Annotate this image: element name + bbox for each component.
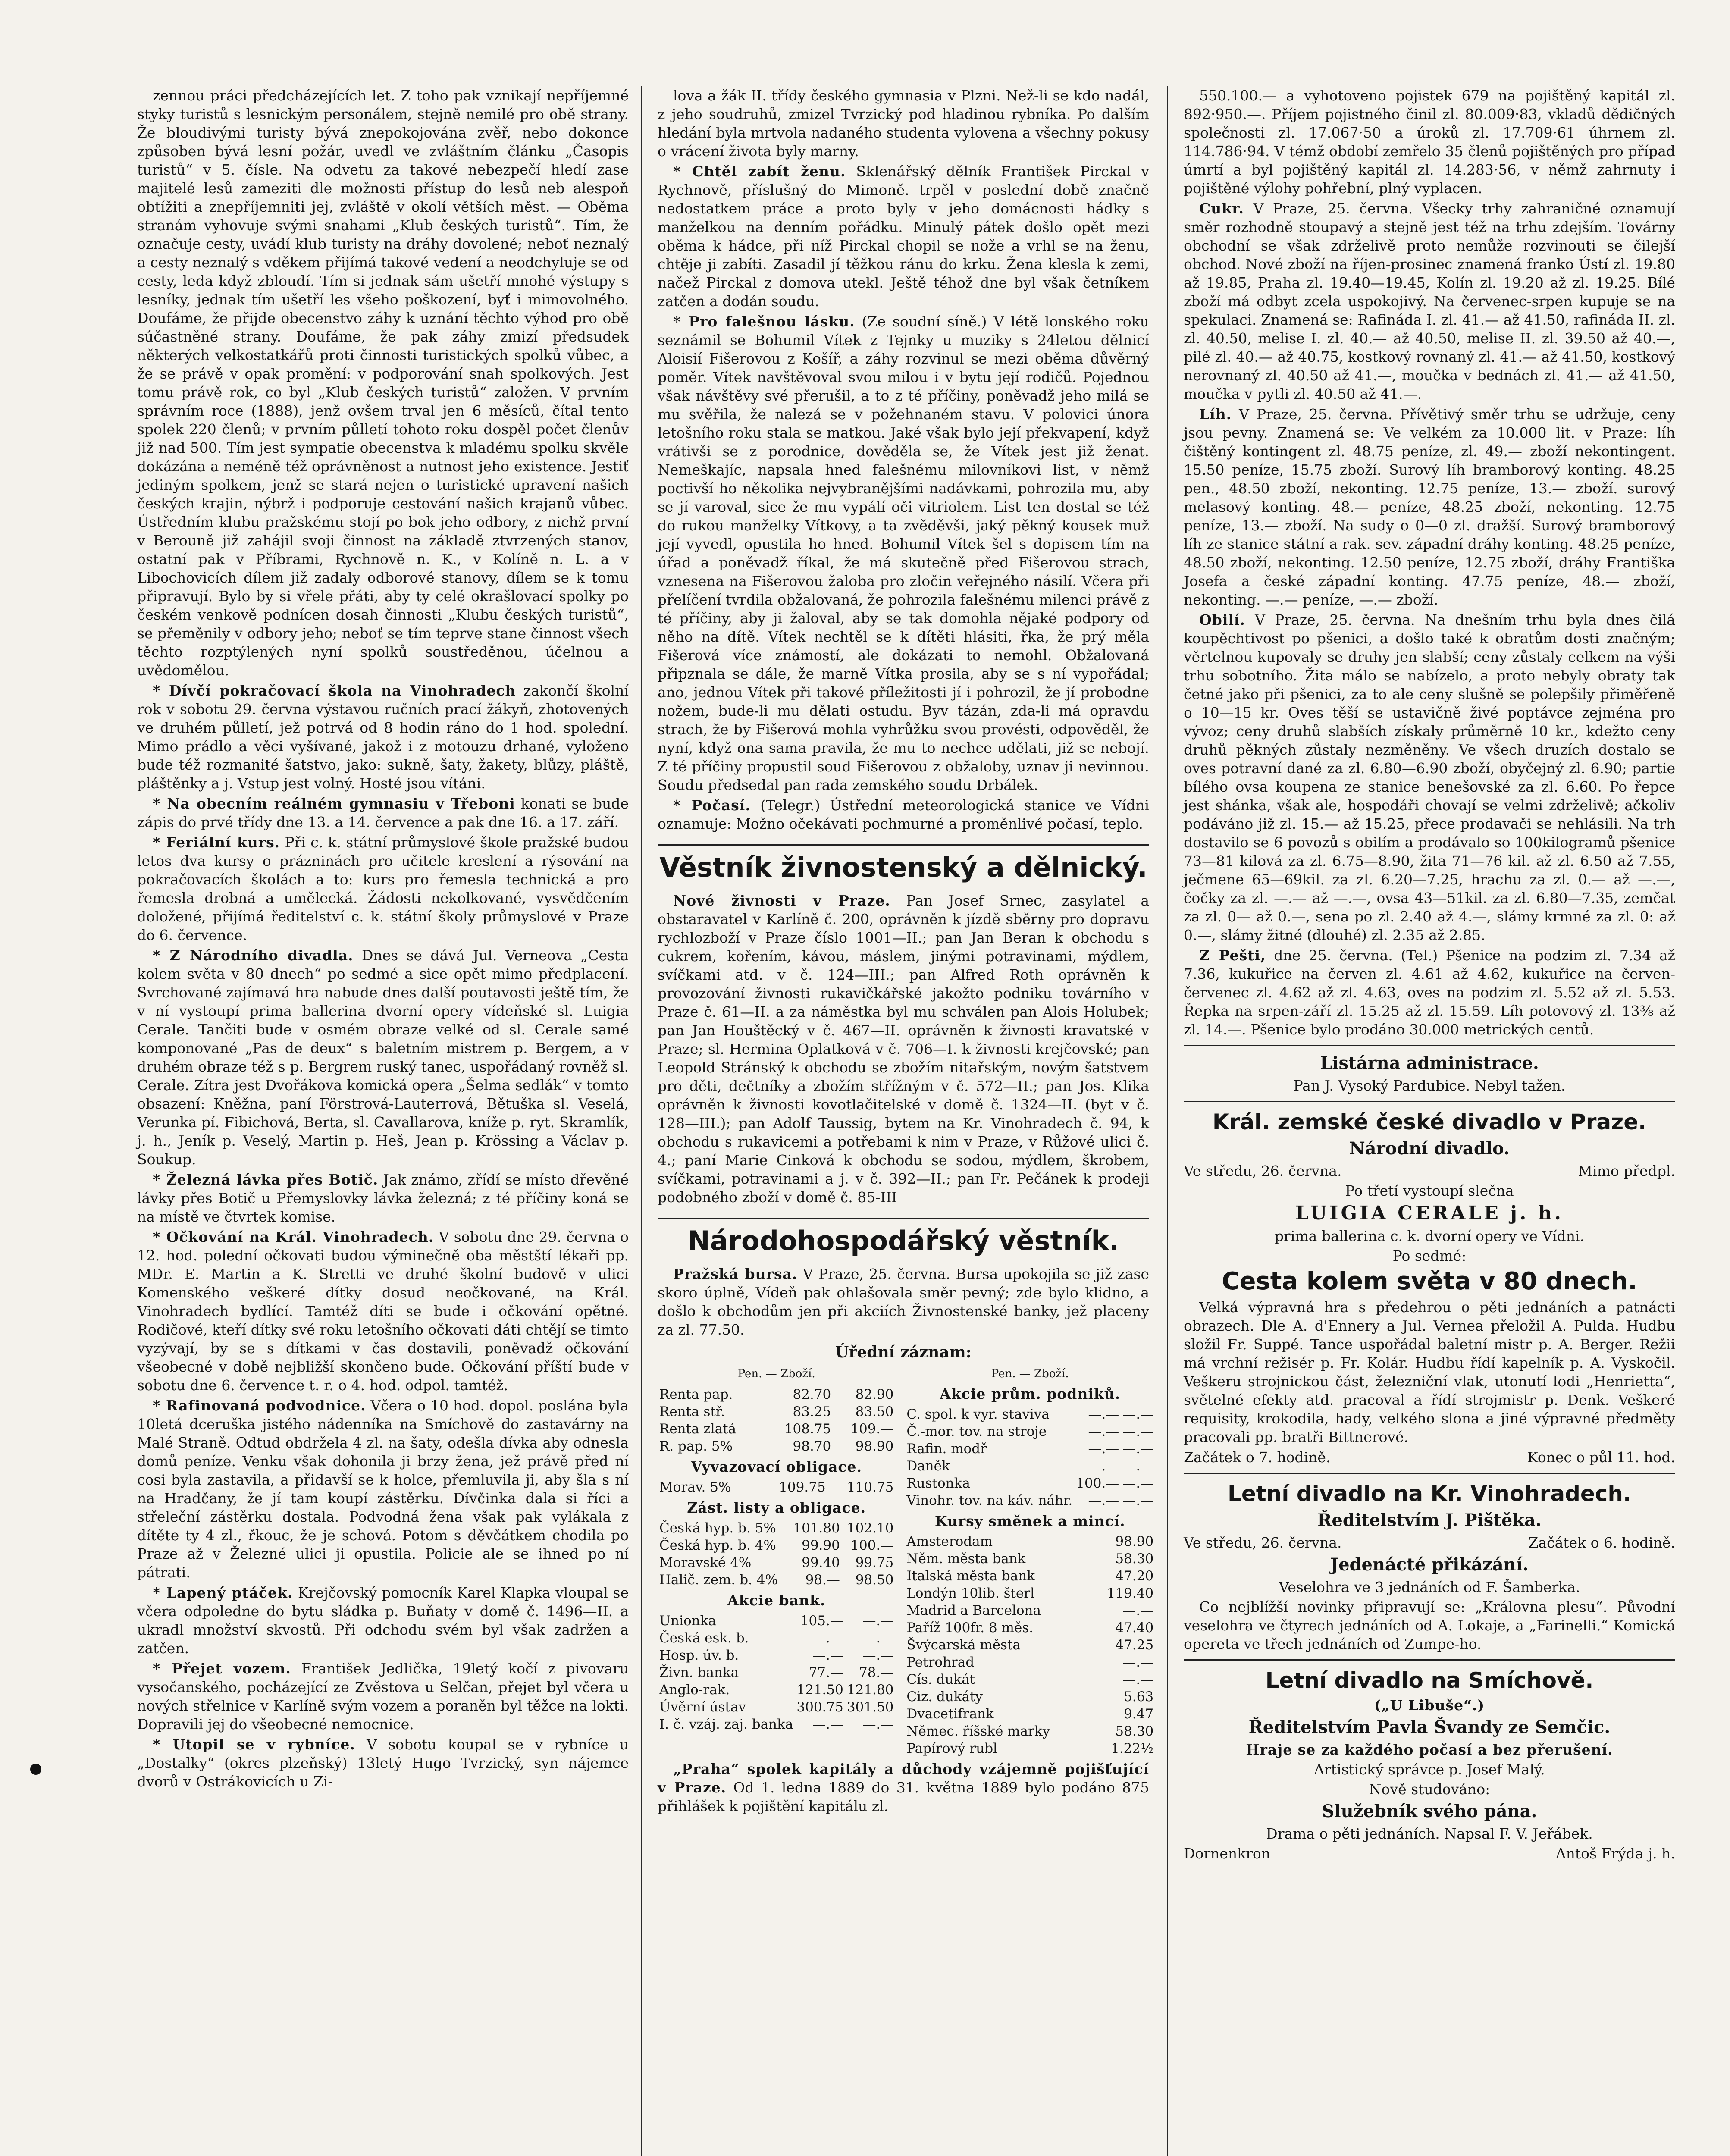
theatre-line: Po sedmé: <box>1392 1247 1467 1264</box>
article-ferial-course <box>137 833 629 944</box>
article-drowned <box>137 1735 629 1791</box>
article-run-over <box>137 1659 629 1733</box>
theatre-national-sub: Národní divadlo. <box>1349 1138 1510 1159</box>
article-national-theatre <box>137 946 629 1169</box>
quote-value: 105.— <box>800 1613 843 1629</box>
quote-value: 83.50 <box>855 1404 894 1420</box>
quote-value: 1.22½ <box>1111 1741 1154 1756</box>
article-caught-thief <box>137 1583 629 1658</box>
quote-name: Česká hyp. b. 5% <box>659 1520 776 1536</box>
headline: * Na obecním reálném gymnasiu v Třeboni <box>153 795 515 812</box>
quotes-table-exchange <box>905 1533 1155 1757</box>
quote-value: 98.— <box>805 1572 840 1588</box>
article-weather <box>658 796 1149 833</box>
quote-name: Dvacetifrank <box>906 1706 994 1722</box>
article-trebon-gymnasium <box>137 794 629 831</box>
quotes-heading: Úřední záznam: <box>835 1343 972 1361</box>
table-row <box>658 1537 895 1554</box>
quote-value: 58.30 <box>1115 1724 1154 1739</box>
table-row <box>658 1681 895 1698</box>
headline: * Počasí. <box>673 797 751 814</box>
quote-value: —.— <box>1122 1476 1154 1491</box>
quote-name: Vinohr. tov. na káv. náhr. <box>906 1493 1073 1508</box>
theatre-smichov-title: Letní divadlo na Smíchově. <box>1265 1668 1594 1693</box>
quotes-col-header: Pen. — Zboží. <box>737 1367 815 1380</box>
market-spirits <box>1184 405 1675 609</box>
quote-value: 119.40 <box>1106 1586 1154 1601</box>
quote-value: 98.50 <box>855 1572 894 1588</box>
article-text: V létě lonského roku seznámil se Bohumil Vítek z Tejnky u muziky s 24letou dělnicí Aloisií Fišerovou z Košíř, a záhy rozvinul se mezi oběma důvěrný poměr. Vítek navštěvoval svou milou i v bytu její rodičů. Pojednou však návštěvy své přerušil, a to z té příčiny, poněvadž jeho milá se mu svěřila, že nalezá se v požehnaném stavu. V polovici února letošního roku stala se matkou. Jaké však bylo její překvapení, když vrátivši se z porodnice, dověděla se, že Vítek jest již ženat. Nemeškajíc, napsala hned falešnému milovníkovi list, v němž poctivší ho několika nejvybranějšími nadávkami, pohrozila mu, aby se jí varoval, sice že mu vypálí oči vitriolem. List ten dostal se též do rukou manželky Vítkovy, a ta zvěděvši, jaký pěkný kousek muž její vyvedl, opustila ho hned. Bohumil Vítek šel s dopisem tím na úřad a poněvadž říkal, že má skutečně před Fišerovou strach, vznesena na Fišerovou žaloba pro zločin veřejného násilí. Včera při přelíčení tvrdila obžalovaná, že pohrozila falešnému milenci právě z té příčiny, aby ji žaloval, aby se tak domohla nějaké podpory od něho na dítě. Vítek nechtěl se k dítěti hlásiti, řka, že prý měla Fišerová více známostí, ale dokázati to nemohl. Obžalovaná připznala se dále, že marně Vítka prosila, aby se s ní vypořádal; ano, jednou Vítek při takové příležitosti jí i pohrozil, že jí probodne nožem, bude-li mu dělati ostudu. Byv tázán, zda-li má opravdu strach, že by Fišerová mohla vyhrůžku svou provésti, odpověděl, že nyní, když ona sama pravila, že mu to nechce udělati, již se nebojí. Z té příčiny propustil soud Fišerovou z obžaloby, uznav ji nevinnou. Soudu předsedal pan rada zemského soudu Drbálek. <box>658 313 1149 793</box>
quotes-subheading: Vyvazovací obligace. <box>691 1458 862 1475</box>
article-drowned-cont: lova a žák II. třídy českého gymnasia v Plzni. Než-li se kdo nadál, z jeho soudruhů, zmizel Tvrzický pod hladinou rybníka. Po dalším hledání byla mrtvola nadaného studenta vylovena a všechny pokusy o vrácení života byly marny. <box>658 87 1149 160</box>
theatre-smichov-desc: Drama o pěti jednáních. Napsal F. V. Jeřábek. <box>1266 1825 1593 1842</box>
table-row <box>905 1654 1155 1671</box>
quote-value: —.— <box>1122 1603 1154 1618</box>
quote-name: Švýcarská města <box>906 1637 1021 1653</box>
quote-name: Živn. banka <box>659 1665 739 1680</box>
quote-name: R. pap. 5% <box>659 1438 733 1454</box>
quotes-subheading: Akcie prům. podniků. <box>940 1385 1121 1402</box>
quote-name: Ciz. dukáty <box>906 1689 983 1705</box>
quote-value: —.— <box>1122 1441 1154 1457</box>
market-grain <box>1184 611 1675 944</box>
quote-value: 58.30 <box>1115 1551 1154 1567</box>
table-row <box>658 1420 895 1438</box>
theatre-vinohrady-news: Co nejblížší novinky připravují se: „Královna plesu“. Původní veselohra ve čtyrech jednáních od A. Lokaje, a „Farinelli.“ Komická opereta ve třech jednáních od Zumpe-ho. <box>1184 1598 1675 1652</box>
headline: * Očkování na Král. Vinohradech. <box>153 1228 434 1245</box>
table-row <box>658 1647 895 1664</box>
quote-name: Renta stř. <box>659 1404 725 1420</box>
quotes-columns <box>658 1363 1154 1760</box>
quote-value: 78.— <box>859 1665 894 1680</box>
table-row <box>905 1585 1155 1602</box>
table-row <box>905 1723 1155 1740</box>
quotes-table-mortgage <box>658 1520 895 1589</box>
table-row <box>905 1475 1155 1492</box>
headline: * Feriální kurs. <box>153 834 280 851</box>
theatre-vinohrady-title: Letní divadlo na Kr. Vinohradech. <box>1227 1481 1631 1506</box>
article-text: (Telegr.) Ústřední meteorologická stanice ve Vídni oznamuje: Možno očekávati pochmurné a proměnlivé počasí, teplo. <box>658 797 1150 832</box>
article-iron-footbridge <box>137 1170 629 1226</box>
quote-name: Madrid a Barcelona <box>906 1603 1041 1618</box>
quotes-left <box>658 1363 895 1760</box>
theatre-smichov-director: Ředitelstvím Pavla Švandy ze Semčic. <box>1248 1717 1611 1737</box>
date: Ve středu, 26. června. <box>1184 1163 1342 1179</box>
table-row <box>658 1716 895 1733</box>
headline: „Praha“ spolek kapitály a důchody vzájemně pojišťující v Praze. <box>658 1761 1149 1796</box>
quote-value: —.— <box>862 1717 894 1732</box>
market-sugar <box>1184 199 1675 403</box>
quote-value: 98.90 <box>1115 1534 1154 1549</box>
headline: Líh. <box>1199 406 1232 423</box>
quote-value: —.— <box>1088 1458 1119 1474</box>
quote-value: 100.— <box>1076 1476 1119 1491</box>
article-text: dne 25. června. (Tel.) Pšenice na podzim zl. 7.34 až 7.36, kukuřice na červen zl. 4.61 až 4.62, kukuřice na červen-červenec zl. 4.62 až zl. 4.63, oves na podzim zl. 5.52 až zl. 5.53. Řepka na srpen-září zl. 15.25 až zl. 15.59. Líh potovový zl. 13⅜ až zl. 14.—. Pšenice bylo prodáno 30.000 metrických centů. <box>1184 947 1675 1038</box>
subscription-note: Mimo předpl. <box>1578 1163 1675 1179</box>
theatre-smichov-new: Nově studováno: <box>1369 1781 1490 1798</box>
headline: * Utopil se v rybníce. <box>153 1736 355 1753</box>
theatre-vinohrady-sub: Ředitelstvím J. Pištěka. <box>1317 1510 1542 1530</box>
table-row <box>905 1406 1155 1423</box>
theatre-national-title: Král. zemské české divadlo v Praze. <box>1212 1109 1647 1134</box>
headline: Pražská bursa. <box>673 1266 798 1282</box>
quote-value: 98.70 <box>793 1438 831 1454</box>
divider <box>1184 1659 1675 1661</box>
quote-value: 99.40 <box>802 1555 840 1570</box>
article-text: V sobotu dne 29. června o 12. hod. polední očkovati budou výminečně oba městští lékaři pp. MDr. E. Martin a K. Stretti ve druhé školní budově v ulici Komenského veškeré dítky dosud neočkované, na Král. Vinohradech bydlící. Tamtéž díti se bude i očkování opětné. Rodičové, kteří dítky své roku letošního očkovati dáti chtějí se timto vyzývají, by se s dítkami v čas dostavili, poněvadž očkování všeobecné v době nejbližší skončeno bude. Očkování příští bude v sobotu dne 6. července t. r. o 4. hod. odpol. tamtéž. <box>137 1228 629 1394</box>
table-row <box>658 1479 895 1496</box>
quote-name: Hosp. úv. b. <box>659 1648 739 1663</box>
quote-value: —.— <box>1122 1458 1154 1474</box>
quote-value: —.— <box>1088 1407 1119 1422</box>
article-tourists: zennou práci předcházejících let. Z toho pak vznikají nepříjemné styky turistů s lesnickým personálem, stejně nemilé pro obě strany. Že bloudivými turisty bývá znepokojována zvěř, nebo dokonce způsoben bývá lesní požár, uvedl ve zvláštním článku „Časopis turistů“ v 5. čísle. Na odvetu za takové nebezpečí hledí zase majitelé lesů zameziti dle možnosti přístup do lesů neb alespoň obtížiti a znepříjemniti jej, zvláště v okolí větších měst. — Oběma stranám vyhovuje svými snahami „Klub českých turistů“. Tím, že označuje cesty, uvádí klub turisty na dráhy dovolené; neboť neznalý a cesty neznalý s vděkem přijímá takové vedení a neodchyluje se od cesty, leda když zbloudí. Tím si jednak sám ušetří mnohé výstupy s lesníky, jednak tím ušetří les všeho poškození, byť i mimovolného. Doufáme, že přijde obecenstvo záhy k uznání těchto výhod pro obě súčastněné strany. Doufáme, že pak záhy zmizí předsudek některých velkostatkářů proti činnosti turistických spolků vůbec, a že se právě v opak promění: v podporování snah spolkových. Jest tomu právě rok, co byl „Klub českých turistů“ založen. V prvním správním roce (1888), jenž ovšem trval jen 6 měsíců, čítal tento spolek 220 členů; v prvním půlletí tohoto roku dospěl počet členův již nad 500. Tím jest sympatie obecenstva k mladému spolku skvěle dokázána a neméně též oprávněnost a nutnost jeho existence. Jestiť jediným spolkem, jenž se stará nejen o turistické upravení našich českých krajin, nýbrž i podporuje cestování našich krajanů vůbec. Ústředním klubu pražskému stojí po bok jeho odbory, z nichž první v Berouně již zahájil svoji činnost na základě ztvrzených stanov, ostatní pak v Příbrami, Rychnově n. K., v Kolíně n. L. a v Libochovicích dílem již zadaly odborové stanovy, dílem se k tomu připravují. Bylo by si vřele přáti, aby ty celé okrašlovací spolky po českém venkově podnícen dosah činnosti „Klubu českých turistů“, se přeměnily v odbory jeho; neboť se tím teprve stane činnost všech těchto rozptýlených nyní spolků soustředěnou, účelnou a uvědomělou. <box>137 87 629 679</box>
headline: * Rafinovaná podvodnice. <box>153 1397 366 1414</box>
divider <box>1184 1473 1675 1474</box>
quote-value: 82.90 <box>855 1387 894 1402</box>
quote-name: Moravské 4% <box>659 1555 752 1570</box>
article-girls-school <box>137 681 629 793</box>
end-time: Konec o půl 11. hod. <box>1527 1449 1675 1466</box>
quote-name: Halič. zem. b. 4% <box>659 1572 778 1588</box>
quote-value: 99.75 <box>855 1555 894 1570</box>
headline: * Pro falešnou lásku. <box>673 313 855 330</box>
admin-text: Pan J. Vysoký Pardubice. Nebyl tažen. <box>1293 1077 1566 1094</box>
quote-name: Němec. říšské marky <box>906 1724 1050 1739</box>
article-text: Krejčovský pomocník Karel Klapka vloupal se včera odpoledne do bytu sládka p. Buňaty v domě č. 1496—II. a ukradl množství skvostů. Při odchodu svém byl však zadržen a zatčen. <box>137 1584 629 1657</box>
quote-name: Morav. 5% <box>659 1479 731 1495</box>
divider <box>1184 1101 1675 1102</box>
quote-value: 109.75 <box>779 1479 826 1495</box>
quotes-table-bank-shares <box>658 1612 895 1733</box>
theatre-national-times <box>1184 1448 1675 1467</box>
quote-value: 47.20 <box>1115 1568 1154 1584</box>
article-swindler <box>137 1396 629 1582</box>
quote-value: 82.70 <box>793 1387 831 1402</box>
quote-value: 47.40 <box>1115 1620 1154 1636</box>
quote-value: 47.25 <box>1115 1637 1154 1653</box>
article-text: V Praze, 25. června. Bursa upokojila se již zase skoro úplně, Vídeň pak ohlašovala směr pevný; zde bylo klidno, a došlo k obchodům jen při akciích Živnostenské banky, jež placeny za zl. 77.50. <box>658 1266 1149 1338</box>
quote-name: C. spol. k vyr. staviva <box>906 1407 1050 1422</box>
theatre-smichov-note: Hraje se za každého počasí a bez přerušení. <box>1246 1741 1613 1758</box>
quote-name: Unionka <box>659 1613 716 1629</box>
table-row <box>905 1636 1155 1654</box>
quote-value: —.— <box>1122 1672 1154 1687</box>
headline: * Lapený ptáček. <box>153 1584 293 1601</box>
quote-name: Renta pap. <box>659 1387 733 1402</box>
quote-value: —.— <box>1088 1493 1119 1508</box>
theatre-vinohrady-desc: Veselohra ve 3 jednáních od F. Šamberka. <box>1279 1579 1580 1595</box>
quote-value: —.— <box>1122 1655 1154 1670</box>
quote-value: 99.90 <box>802 1538 840 1553</box>
quote-name: Papírový rubl <box>906 1741 997 1756</box>
section-economy-title: Národohospodářský věstník. <box>658 1218 1149 1258</box>
quote-name: Č.-mor. tov. na stroje <box>906 1424 1047 1439</box>
theatre-national-desc: Velká výpravná hra s předehrou o pěti jednáních a patnácti obrazech. Dle A. d'Ennery a Jul. Vernea přeložil A. Pulda. Hudbu složil Fr. Suppé. Tance uspořádal baletní mistr p. A. Berger. Režii má vrchní režisér p. Fr. Kolár. Hudbu řídí kapelník p. A. Vyskočil. Veškeru strojnickou část, železniční vlak, utonutí lodi „Henrietta“, světelné efekty atd. pracoval a řídí strojmistr p. Denk. Veškeré requisity, krokodila, hady, velkého slona a jiné výpravné předměty pracovali pp. bratři Bittnerové. <box>1184 1299 1675 1445</box>
table-row <box>905 1688 1155 1705</box>
quote-name: Něm. města bank <box>906 1551 1026 1567</box>
article-vaccination <box>137 1228 629 1395</box>
quote-value: 5.63 <box>1124 1689 1154 1705</box>
quote-name: Petrohrad <box>906 1655 975 1670</box>
quotes-table-obligations <box>658 1479 895 1496</box>
article-text: Jak známo, zřídí se místo dřevěné lávky přes Botič u Přemyslovky lávka železná; z té příčiny koná se na místě ve čtvrtek komise. <box>137 1171 629 1225</box>
quote-name: Italská města bank <box>906 1568 1035 1584</box>
quote-value: 301.50 <box>846 1699 894 1715</box>
article-text: V sobotu koupal se v rybníce u „Dostalky“ (okres plzeňský) 13letý Hugo Tvrzický, syn nájemce dvorů v Ostrákovicích u Zi- <box>137 1736 629 1790</box>
quote-name: Cís. dukát <box>906 1672 975 1687</box>
quote-value: —.— <box>812 1648 843 1663</box>
article-text: V Praze, 25. června. Přívětivý směr trhu se udržuje, ceny jsou pevny. Znamená se: Ve velkém za 10.000 lit. v Praze: líh čištěný kontingent zl. 48.75 peníze, zl. 49.— zboží nekontingent. 15.50 peníze, 15.75 zboží. Surový líh bramborový konting. 48.25 pen., 48.50 zboží, nekonting. 12.75 peníze, 13.— zboží. surový melasový konting. 48.— peníze, 48.25 zboží, nekonting. 12.75 peníze, 13.— zboží. Na sudy o 0—0 zl. dražší. Surový bramborový líh ze stanice státní a rak. sev. západní dráhy konting. 48.25 peníze, 48.50 zboží, nekonting. 12.50 peníze, 12.75 zboží, dráhy Františka Josefa a české západní konting. 47.75 peníze, 48.— zboží, nekonting. —.— peníze, —.— zboží. <box>1184 406 1675 608</box>
theatre-smichov-sub: („U Libuše“.) <box>1374 1697 1485 1714</box>
quote-name: Daněk <box>906 1458 950 1474</box>
quote-value: 77.— <box>809 1665 843 1680</box>
quote-value: 101.80 <box>793 1520 840 1536</box>
quote-value: 121.50 <box>796 1682 843 1698</box>
column-rule-1 <box>641 86 642 2156</box>
article-text: Při c. k. státní průmyslové škole pražské budou letos dva kursy o prázninách pro učitele kreslení a rýsování na pokračovacích školách a to: kurs pro řemesla technická a pro řemesla drobná a umělecká. Žádosti nekolkované, vysvědčením doložené, přijímá ředitelství c. k. státní školy průmyslové v Praze do 6. července. <box>137 834 629 943</box>
quote-value: —.— <box>1122 1424 1154 1439</box>
date: Ve středu, 26. června. <box>1184 1534 1342 1551</box>
quotes-table-rents <box>658 1386 895 1455</box>
headline: Cukr. <box>1199 200 1244 217</box>
table-row <box>658 1630 895 1647</box>
table-row <box>905 1671 1155 1688</box>
theatre-smichov-art: Artistický správce p. Josef Malý. <box>1314 1761 1545 1778</box>
column-2 <box>658 86 1154 2156</box>
theatre-star: LUIGIA CERALE j. h. <box>1295 1202 1564 1224</box>
table-row <box>905 1423 1155 1440</box>
headline: * Železná lávka přes Botič. <box>153 1171 379 1188</box>
quote-name: Česká hyp. b. 4% <box>659 1538 776 1553</box>
column-rule-2 <box>1167 86 1168 2156</box>
headline: * Chtěl zabít ženu. <box>673 163 846 180</box>
theatre-vinohrady-date-row <box>1184 1533 1675 1552</box>
start-time: Začátek o 7. hodině. <box>1184 1449 1331 1466</box>
article-text: František Jedlička, 19letý kočí z pivovaru vysočanského, pocházející ze Zvěstova u Selčan, přejet byl včera u nových střelnice v Karlíně svým vozem a poraněn byl těžce na lokti. Dopravili jej do všeobecné nemocnice. <box>137 1660 629 1733</box>
article-text: konati se bude zápis do prvé třídy dne 13. a 14. července a pak dne 16. a 17. září. <box>137 795 629 830</box>
headline: * Dívčí pokračovací škola na Vinohradech <box>153 682 516 699</box>
quote-value: —.— <box>1088 1424 1119 1439</box>
quote-value: —.— <box>862 1613 894 1629</box>
margin-dot <box>30 1764 41 1775</box>
table-row <box>905 1619 1155 1636</box>
article-text: Sklenářský dělník František Pirckal v Rychnově, příslušný do Mimoně. trpěl v poslední době značně nedostatkem práce a proto byly v jeho domácnosti hádky s manželkou na denním pořádku. Minulý pátek došlo opět mezi oběma k hádce, při níž Pirckal chopil se nože a vrhl se na ženu, chtěje ji zabíti. Zasadil jí těžkou ránu do krku. Žena klesla k zemi, načež Pirckal z domova utekl. Ještě téhož dne byl však četníkem zatčen a dodán soudu. <box>658 163 1149 310</box>
table-row <box>658 1664 895 1681</box>
quote-value: —.— <box>862 1648 894 1663</box>
quotes-subheading: Kursy směnek a mincí. <box>934 1513 1125 1529</box>
quote-name: Rafin. modř <box>906 1441 987 1457</box>
theatre-line: prima ballerina c. k. dvorní opery ve Vídni. <box>1274 1228 1585 1244</box>
quote-name: Česká esk. b. <box>659 1630 749 1646</box>
quote-name: Úvěrní ústav <box>659 1699 746 1715</box>
section-trade-title: Věstník živnostenský a dělnický. <box>658 844 1149 884</box>
table-row <box>905 1440 1155 1457</box>
table-row <box>905 1705 1155 1723</box>
headline: Obilí. <box>1199 611 1245 628</box>
divider <box>1184 1045 1675 1046</box>
table-row <box>658 1554 895 1571</box>
quote-name: Amsterodam <box>906 1534 993 1549</box>
quote-value: —.— <box>812 1717 843 1732</box>
table-row <box>905 1740 1155 1757</box>
quotes-subheading: Zást. listy a obligace. <box>687 1499 866 1516</box>
article-false-love <box>658 312 1149 794</box>
theatre-national-date-row <box>1184 1162 1675 1180</box>
quote-value: —.— <box>812 1630 843 1646</box>
headline-note: (Ze soudní síně.) <box>862 313 987 330</box>
column-3 <box>1184 86 1675 2156</box>
article-text: Pan Josef Srnec, zasylatel a obstaravatel v Karlíně č. 200, oprávněn k jízdě sběrny pro dopravu rychlozboží v Praze číslo 1001—II.; pan Jan Beran k obchodu s cukrem, kořením, kávou, máslem, jinými potravinami, mýdlem, svíčkami atd. v č. 124—III.; pan Alfred Roth oprávněn k provozování živnosti rukavičkářské jakožto podniku továrního v Praze č. 61—II. a za náměstka byl mu schválen pan Alois Holubek; pan Jan Houštěcký v č. 467—II. oprávněn k živnosti kravatské v Praze; sl. Hermina Oplatková v č. 706—I. k živnosti krejčovské; pan Leopold Stránský k obchodu se zbožím nitařským, novým šatstvem pro děti, dečtníky a zbožím střížným v č. 572—II.; pan Jos. Klika oprávněn k živnosti kovotlačitelské v domě č. 1324—II. (byt v č. 128—III.); pan Adolf Taussig, bytem na Kr. Vinohradech č. 94, k obchodu s rukavicemi a potřebami k nim v Praze, v Růžové ulici č. 4.; paní Marie Cinková k obchodu se sodou, mýdlem, škrobem, svíčkami, potravinami a j. v č. 392—II.; pan Fr. Pečánek k prodeji podobného zboží v domě č. 85-III <box>658 892 1150 1206</box>
quote-value: 83.25 <box>793 1404 831 1420</box>
quote-value: 9.47 <box>1124 1706 1154 1722</box>
table-row <box>658 1571 895 1589</box>
table-row <box>658 1698 895 1716</box>
table-row <box>905 1492 1155 1509</box>
market-pest <box>1184 946 1675 1039</box>
quotes-right <box>905 1363 1155 1760</box>
quote-value: —.— <box>1122 1407 1154 1422</box>
table-row <box>658 1520 895 1537</box>
quote-value: —.— <box>1122 1493 1154 1508</box>
article-insurance <box>658 1760 1149 1815</box>
quote-value: 98.90 <box>855 1438 894 1454</box>
start-time: Začátek o 6. hodině. <box>1528 1534 1675 1551</box>
table-row <box>905 1567 1155 1585</box>
headline: * Přejet vozem. <box>153 1660 291 1677</box>
table-row <box>658 1438 895 1455</box>
admin-title: Listárna administrace. <box>1320 1053 1539 1073</box>
theatre-line: Po třetí vystoupí slečna <box>1345 1182 1514 1199</box>
quote-value: —.— <box>1088 1441 1119 1457</box>
table-row <box>658 1403 895 1420</box>
quote-value: 300.75 <box>796 1699 843 1715</box>
article-text: Včera o 10 hod. dopol. poslána byla 10letá dceruška jistého nádenníka na Smíchově do zastavárny na Malé Straně. Odtud obdržela 4 zl. na šaty, odešla dívka aby odnesla domů peníze. Venku však dohonila ji brzy žena, jež právě před ní cosi byla zastavila, a přidavší se k holce, přemluvila ji, aby šla s ní na Hradčany, že jí tam koupí zástěrku. Dívčinka dala si říci a střeleční zástěrku dostala. Podvodná žena však pak vylákala z dítěte ty 4 zl., řkouc, že je schová. Potom s děvčátkem chodila po Praze až v Železné ulici ji opustila. Policie ale se ihned po ní pátrati. <box>137 1397 629 1581</box>
theatre-vinohrady-play: Jedenácté přikázání. <box>1330 1554 1529 1575</box>
column-1 <box>137 86 629 2156</box>
table-row <box>905 1533 1155 1550</box>
article-text: V Praze, 25. června. Všecky trhy zahraničné oznamují směr rozhodně stoupavý a stejně jest též na trhu zdejším. Továrny obchodní se však zdrželivě proto nemůže rozvinouti se čilejší obchod. Nové zboží na říjen-prosinec znamená franko Ústí zl. 19.80 až 19.85, Praha zl. 19.40—19.45, Kolín zl. 19.20 až zl. 19.25. Bílé zboží má odbyt zcela uspokojivý. Na červenec-srpen kupuje se na spekulaci. Znamená se: Rafináda I. zl. 41.— až 41.50, rafináda II. zl. zl. 40.50, melise I. zl. 40.— až 40.50, melise II. zl. 39.50 až 40.—, pilé zl. 40.— až 40.75, kostkový rovnaný zl. 41.— až 41.50, kostkový nerovnaný zl. 40.50 až 41.—, moučka v bednách zl. 41.— až 41.50, moučka v pytli zl. 40.50 až 41.—. <box>1184 200 1675 402</box>
table-row <box>905 1550 1155 1567</box>
headline: Nové živnosti v Praze. <box>673 892 890 909</box>
quote-value: 100.— <box>850 1538 894 1553</box>
table-row <box>905 1457 1155 1475</box>
quote-value: 108.75 <box>784 1421 831 1437</box>
quote-value: 110.75 <box>846 1479 894 1495</box>
article-text: Dnes se dává Jul. Verneova „Cesta kolem světa v 80 dnech“ po sedmé a sice opět mimo předplacení. Svrchované zajímavá hra nabude dnes další poutavosti ještě tím, že v ní vystoupí prima ballerina dvorní opery vídeňské sl. Luigia Cerale. Tančiti bude v osmém obraze velké od sl. Cerale samé komponované „Pas de deux“ s baletním mistrem p. Bergem, a v druhém obraze též s p. Bergrem ruský tanec, uspořádaný rovněž sl. Cerale. Zítra jest Dvořákova komická opera „Šelma sedlák“ v tomto obsazení: Kněžna, paní Förstrová-Lauterrová, Bětuška sl. Veselá, Verunka pí. Fibichová, Berta, sl. Cavallarova, kníže p. ryt. Skramlík, j. h., Jeník p. Veselý, Martin p. Heš, Jean p. Krössing a Václav p. Soukup. <box>137 947 629 1168</box>
quote-value: 102.10 <box>846 1520 894 1536</box>
quotes-col-header: Pen. — Zboží. <box>991 1367 1069 1380</box>
theatre-smichov-play: Služebník svého pána. <box>1322 1801 1537 1821</box>
actor: Antoš Frýda j. h. <box>1555 1845 1675 1862</box>
theatre-national-play: Cesta kolem světa v 80 dnech. <box>1222 1267 1637 1295</box>
headline: * Z Národního divadla. <box>153 947 354 964</box>
theatre-smichov-cast <box>1184 1844 1675 1863</box>
quote-name: Anglo-rak. <box>659 1682 730 1698</box>
article-wife-attack <box>658 162 1149 310</box>
quote-value: 121.80 <box>846 1682 894 1698</box>
quote-name: Londýn 10lib. šterl <box>906 1586 1035 1601</box>
quote-name: Renta zlatá <box>659 1421 737 1437</box>
quote-name: Paříž 100fr. 8 měs. <box>906 1620 1034 1636</box>
quote-value: 109.— <box>850 1421 894 1437</box>
table-row <box>905 1602 1155 1619</box>
article-prague-bourse <box>658 1265 1149 1339</box>
article-text: Od 1. ledna 1889 do 31. května 1889 bylo podáno 875 přihlášek k pojištění kapitálu zl. <box>658 1779 1149 1814</box>
role: Dornenkron <box>1184 1845 1271 1862</box>
article-new-trades <box>658 891 1149 1206</box>
article-text: V Praze, 25. června. Na dnešním trhu byla dnes čilá koupěchtivost po pšenici, a došlo také k obratům dosti značným; věrtelnou kupovaly se druhy jen slabší; ceny zůstaly celkem na výši trhu sobotního. Žita málo se nabízelo, a proto nebyly obraty tak četné jako při pšenici, za to ale ceny slušně se polepšily přiměřeně o 10—15 kr. Oves těší se ustavičně živé poptávce zejména pro vývoz; ceny druhů slabších získaly průměrně 10 kr., kdežto ceny druhů pěkných zůstaly nezměněny. Ve všech druzích dostalo se oves potravní dané za zl. 6.80—6.90 zboží, obyčejný zl. 6.90; partie bílého ovsa koupena ze stanice benešovské za zl. 6.60. Po řepce jest shánka, však ale, hospodáři chovají se velmi zdrželivě; ačkoliv podáváno již zl. 15.— až 15.25, přece prodavači se nehlásili. Na trh dostavilo se 6 povozů s obilím a prodávalo so 100kilogramů pšenice 73—81 kilová za zl. 6.75—8.90, žita 71—76 kil. až zl. 6.50 až 7.55, ječmene 65—69kil. za zl. 6.20—7.25, hrachu za zl. 0.— až —.—, čočky za zl. —.— až —.—, ovsa 43—51kil. za zl. 6.80—7.35, zemčat za zl. 0— až 0.—, sena po zl. 2.40 až 4.—, slámy krmné za zl. 0: až 0.—, slámy žitné (dlouhé) zl. 2.35 až 2.85. <box>1184 611 1675 943</box>
table-row <box>658 1386 895 1403</box>
quote-name: I. č. vzáj. zaj. banka <box>659 1717 793 1732</box>
quotes-table-industry <box>905 1406 1155 1509</box>
article-text: zakončí školní rok v sobotu 29. června výstavou ručních prací žákyň, zhotovených ve druhém půlletí, jež potrvá od 8 hodin ráno do 1 hod. spolední. Mimo prádlo a věci vyšívané, jakož i z motouzu drhané, vyloženo bude též rozmanité šatstvo, jako: sukně, šaty, žakety, blůzy, pláště, pláštěnky a j. Vstup jest volný. Hosté jsou vítáni. <box>137 682 629 792</box>
table-row <box>658 1612 895 1630</box>
quote-name: Rustonka <box>906 1476 970 1491</box>
headline: Z Pešti, <box>1199 947 1266 964</box>
quotes-subheading: Akcie bank. <box>727 1592 826 1609</box>
article-insurance-cont: 550.100.— a vyhotoveno pojistek 679 na pojištěný kapitál zl. 892·950.—. Příjem pojistného činil zl. 80.009·83, vkladů dědičných společnosti zl. 17.067·50 a úroků zl. 17.709·61 úhrnem zl. 114.786·94. V témž období zemřelo 35 členů pojištěných pro případ úmrtí a byl pojištěný kapitál zl. 14.283·56, v němž zahrnuty i pojištěné výlohy pohřební, plný vyplacen. <box>1184 87 1675 197</box>
quote-value: —.— <box>862 1630 894 1646</box>
